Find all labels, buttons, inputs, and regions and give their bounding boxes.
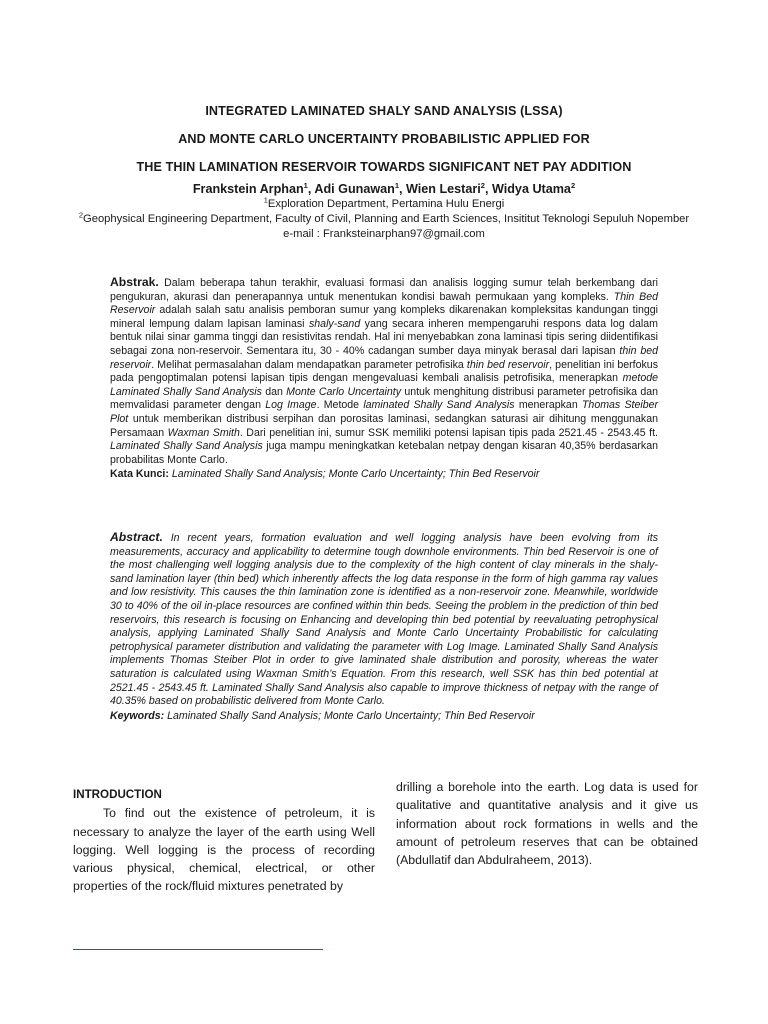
abstrak-italic-term: metode Laminated Shally Sand Analysis — [110, 372, 658, 398]
section-heading: INTRODUCTION — [73, 788, 162, 801]
keywords-text: Laminated Shally Sand Analysis; Monte Carlo Uncertainty; Thin Bed Reservoir — [164, 709, 535, 722]
abstrak-text: , penelitian ini berfokus pada pengoptimalan potensi lapisan tipis dengan mengevaluasi kembali analisis petrofisika, menerapkan — [110, 358, 658, 385]
abstrak-heading: Abstrak. — [110, 275, 159, 289]
intro-paragraph: To find out the existence of petroleum, it is necessary to analyze the layer of the earth using Well logging. Well logging is the process of recording various physical, chemical, electrical, or other properties of the rock/fluid mixtures penetrated by — [73, 806, 375, 894]
affiliation-mark: 2 — [78, 210, 84, 220]
title-block — [60, 104, 708, 242]
abstrak-text: dan — [261, 385, 287, 398]
abstrak-text: . Metode — [316, 399, 364, 412]
abstrak-text: Dalam beberapa tahun terakhir, evaluasi formasi dan analisis logging sumur telah berkembang dari pengukuran, akurasi dan penerapannya untuk menentukan kondisi bawah permukaan yang kompleks. — [110, 277, 658, 303]
author-list: Frankstein Arphan$^1$, Adi Gunawan$^1$, Wien Lestari$^2$, Widya Utama$^2$ — [192, 180, 576, 196]
author-affiliation-mark: 1 — [303, 180, 308, 190]
intro-left-column — [73, 786, 375, 896]
kata-kunci-label: Kata Kunci: — [110, 468, 169, 481]
abstrak-text: untuk menghitung distribusi parameter petrofisika dan memvalidasi parameter dengan — [110, 385, 658, 412]
abstrak-text: menerapkan — [514, 399, 582, 412]
intro-right-column — [396, 778, 698, 869]
abstrak-italic-term: thin bed reservoir — [110, 344, 658, 371]
abstrak-italic-term: thin bed reservoir — [466, 358, 550, 371]
author-name: Frankstein Arphan — [192, 182, 304, 196]
abstrak-text: adalah salah satu analisis pemboran sumur yang kompleks dikarenakan kompleksitas kandungan tinggi mineral lempung dalam lapisan laminasi — [110, 304, 658, 330]
title-line-2: AND MONTE CARLO UNCERTAINTY PROBABILISTIC APPLIED FOR — [178, 132, 590, 146]
author-name: Widya Utama — [491, 182, 571, 196]
keywords — [110, 710, 658, 724]
abstract-english — [110, 531, 658, 723]
abstrak-text: . Dari penelitian ini, sumur SSK memiliki potensi lapisan tipis pada 2521.45 - 2543.45 ft. — [239, 426, 658, 439]
author-name: Wien Lestari — [406, 182, 481, 196]
abstrak-text: untuk memberikan distribusi serpihan dan porositas laminasi, sedangkan saturasi air dihitung menggunakan Persamaan — [110, 412, 658, 439]
abstrak-italic-term: Waxman Smith — [167, 426, 240, 439]
abstrak-italic-term: shaly-sand — [308, 317, 361, 330]
abstrak-italic-term: laminated Shally Sand Analysis — [363, 399, 515, 412]
title-line-3: THE THIN LAMINATION RESERVOIR TOWARDS SIGNIFICANT NET PAY ADDITION — [136, 160, 632, 174]
abstract-text: In recent years, formation evaluation and well logging analysis have been evolving from its measurements, accuracy and applicability to determine tough downhole environments. Thin bed Reservoir is one of the most challenging well logging analysis due to the complexity of the high content of clay minerals in the shaly-sand lamination layer (thin bed) which inherently affects the log data response in the form of high gamma ray values and low resistivity. This causes the thin lamination zone is identified as a non-reservoir zone. Meanwhile, worldwide 30 to 40% of the oil in-place resources are confined within thin beds. Seeing the problem in the prediction of thin bed reservoirs, this research is focusing on Enhancing and developing thin bed potential by reevaluating petrophysical analysis, applying Laminated Shally Sand Analysis and Monte Carlo Uncertainty Probabilistic for calculating petrophysical parameter distribution and validating the parameter with Log Image. Laminated Shally Sand Analysis implements Thomas Steiber Plot in order to give laminated shale distribution and porosity, whereas the water saturation is calculated using Waxman Smith’s Equation. From this research, well SSK has thin bed potential at 2521.45 - 2543.45 ft. Laminated Shally Sand Analysis also capable to improve thickness of netpay with the range of 40.35% based on probabilistic delivered from Monte Carlo. — [110, 532, 658, 708]
affiliation-1 — [60, 197, 708, 212]
author-email: e-mail : Franksteinarphan97@gmail.com — [283, 228, 485, 240]
abstrak-italic-term: Laminated Shally Sand Analysis — [110, 440, 263, 453]
footnote-rule — [73, 949, 323, 950]
kata-kunci — [110, 468, 658, 482]
affiliation-text: Geophysical Engineering Department, Faculty of Civil, Planning and Earth Sciences, Insititut Teknologi Sepuluh Nopember — [83, 213, 690, 225]
abstrak-text: . Melihat permasalahan dalam mendapatkan parameter petrofisika — [151, 358, 467, 371]
affiliation-text: Exploration Department, Pertamina Hulu Energi — [267, 198, 505, 210]
abstract-heading: Abstract. — [110, 530, 163, 544]
keywords-label: Keywords: — [110, 709, 165, 722]
author-affiliation-mark: 1 — [394, 180, 400, 190]
abstrak-indonesian — [110, 276, 658, 482]
abstrak-italic-term: Log Image — [265, 399, 317, 412]
author-affiliation-mark: 2 — [480, 180, 485, 190]
kata-kunci-text: Laminated Shally Sand Analysis; Monte Carlo Uncertainty; Thin Bed Reservoir — [168, 468, 540, 481]
abstrak-text: yang secara inheren mempengaruhi respons data log dalam bentuk nilai sinar gamma tinggi dan resistivitas rendah. Hal ini menyebabkan zona laminasi tipis sering diidentifikasi sebagai zona non-reservoir. Sementara itu, 30 - 40% cadangan sumber daya minyak berasal dari lapisan — [110, 317, 658, 357]
affiliation-mark: 1 — [263, 195, 268, 205]
abstrak-italic-term: Thin Bed Reservoir — [110, 290, 659, 317]
abstrak-italic-term: Monte Carlo Uncertainty — [286, 385, 402, 398]
author-name: Adi Gunawan — [314, 182, 395, 196]
intro-paragraph-continued: drilling a borehole into the earth. Log data is used for qualitative and quantitative analysis and it give us information about rock formations in wells and the amount of petroleum reserves that can be obtained (Abdullatif dan Abdulraheem, 2013). — [396, 780, 698, 868]
abstrak-italic-term: Thomas Steiber Plot — [110, 399, 659, 425]
affiliation-2 — [60, 212, 708, 227]
title-line-1: INTEGRATED LAMINATED SHALY SAND ANALYSIS (LSSA) — [205, 104, 563, 118]
author-affiliation-mark: 2 — [570, 180, 576, 190]
abstrak-text: juga mampu meningkatkan ketebalan netpay dengan kisaran 40,35% berdasarkan probabilitas Monte Carlo. — [110, 440, 659, 466]
